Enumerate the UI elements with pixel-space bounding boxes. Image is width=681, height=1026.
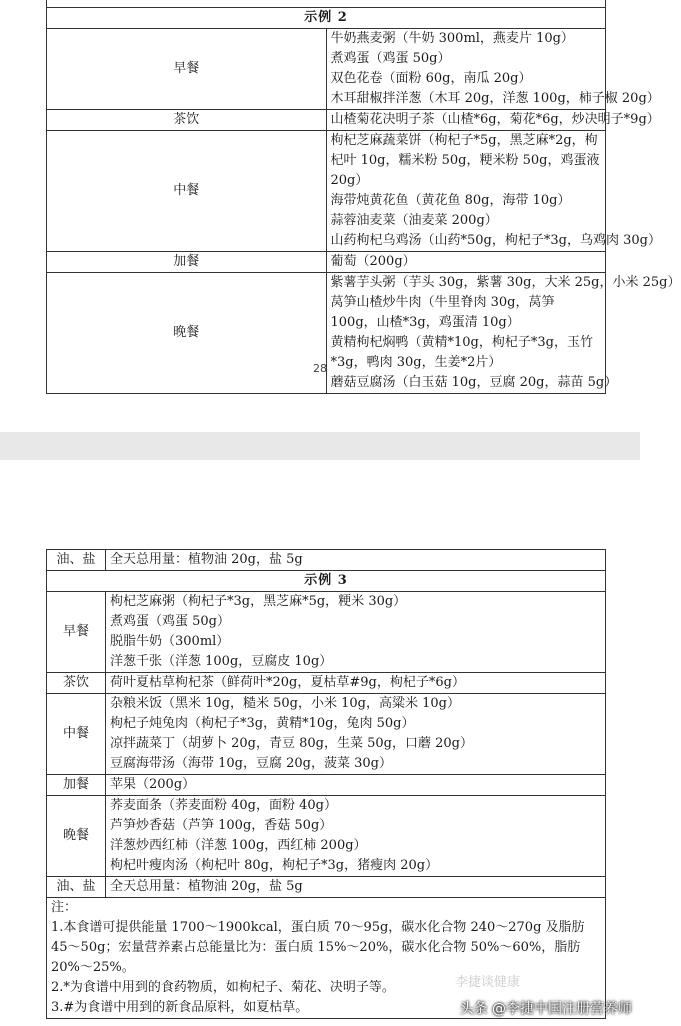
row-label: 茶饮 — [47, 673, 106, 694]
note-line: 注： — [51, 900, 78, 915]
row-label: 加餐 — [47, 775, 106, 796]
row-content — [106, 673, 606, 694]
row-content: 全天总用量：植物油 20g，盐 5g — [106, 550, 606, 571]
dish-item: 苹果（200g） — [110, 777, 196, 792]
dish-item: 双色花卷（面粉 60g，南瓜 20g） — [330, 71, 532, 86]
row-content — [106, 592, 606, 673]
dish-item: 脱脂牛奶（300ml） — [110, 634, 230, 649]
row-content — [326, 131, 661, 252]
dish-item: 山楂菊花决明子茶（山楂*6g，菊花*6g，炒决明子*9g） — [330, 112, 660, 127]
meal-row — [47, 877, 606, 898]
dish-item: 木耳甜椒拌洋葱（木耳 20g，洋葱 100g，柿子椒 20g） — [330, 91, 660, 106]
note-line: 3.#为食谱中用到的新食品原料，如夏枯草。 — [51, 1000, 309, 1015]
dish-item: 枸杞芝麻蔬菜饼（枸杞子*5g，黑芝麻*2g，枸杞叶 10g，糯米粉 50g，粳米粉 50g，鸡蛋液 20g） — [330, 133, 600, 188]
dish-item: 杂粮米饭（黑米 10g，糙米 50g，小米 10g，高粱米 10g） — [110, 696, 460, 711]
faint-watermark: 李捷谈健康 — [454, 975, 520, 990]
note-line: 1.本食谱可提供能量 1700～1900kcal，蛋白质 70～95g，碳水化合物 240～270g 及脂肪 45～50g；宏量营养素占总能量比为：蛋白质 15%～20%，碳水化合物 50%～60%，脂肪 20%～25%。 — [51, 920, 585, 975]
page-bottom — [0, 460, 640, 1026]
row-label: 中餐 — [47, 694, 106, 775]
example-title: 示例 3 — [47, 571, 606, 592]
page-top — [0, 0, 681, 432]
dish-item: 葡萄（200g） — [330, 254, 416, 269]
dish-item: 枸杞芝麻粥（枸杞子*3g，黑芝麻*5g，粳米 30g） — [110, 594, 407, 609]
row-label: 晚餐 — [47, 796, 106, 877]
dish-item: 荞麦面条（荞麦面粉 40g，面粉 40g） — [110, 798, 337, 813]
dish-item: 山药枸杞乌鸡汤（山药*50g，枸杞子*3g，乌鸡肉 30g） — [330, 233, 661, 248]
row-label: 油、盐 — [47, 550, 106, 571]
row-label: 中餐 — [47, 131, 327, 252]
menu-table-example-3 — [46, 549, 606, 1019]
row-content — [106, 775, 606, 796]
meal-row — [47, 694, 606, 775]
dish-item: 莴笋山楂炒牛肉（牛里脊肉 30g，莴笋 100g，山楂*3g，鸡蛋清 10g） — [330, 295, 555, 330]
row-label: 茶饮 — [47, 110, 327, 131]
dish-item: 枸杞叶瘦肉汤（枸杞叶 80g，枸杞子*3g，猪瘦肉 20g） — [110, 858, 439, 873]
dish-item: 牛奶燕麦粥（牛奶 300ml，燕麦片 10g） — [330, 31, 574, 46]
menu-table-example-2 — [46, 7, 681, 394]
dish-item: 煮鸡蛋（鸡蛋 50g） — [110, 614, 230, 629]
dish-item: 蒜蓉油麦菜（油麦菜 200g） — [330, 213, 498, 228]
example-title: 示例 2 — [47, 8, 606, 29]
row-content — [106, 877, 606, 898]
row-label: 早餐 — [47, 29, 327, 110]
dish-item: 海带炖黄花鱼（黄花鱼 80g，海带 10g） — [330, 193, 571, 208]
dish-item: 凉拌蔬菜丁（胡萝卜 20g，青豆 80g，生菜 50g，口蘑 20g） — [110, 736, 473, 751]
dish-item: 全天总用量：植物油 20g，盐 5g — [110, 879, 303, 894]
watermark: 头条 @李捷中国注册营养师 — [459, 1001, 632, 1017]
dish-item: 洋葱千张（洋葱 100g，豆腐皮 10g） — [110, 654, 333, 669]
row-content — [326, 110, 660, 131]
page-number: 28 — [313, 362, 327, 375]
meal-row — [47, 131, 606, 252]
dish-item: 黄精枸杞焖鸭（黄精*10g，枸杞子*3g，玉竹*3g，鸭肉 30g，生姜*2片） — [330, 335, 593, 370]
meal-row — [47, 592, 606, 673]
row-content — [106, 694, 606, 775]
row-label: 晚餐 — [47, 273, 327, 394]
row-label: 早餐 — [47, 592, 106, 673]
row-content — [326, 29, 660, 110]
dish-item: 紫薯芋头粥（芋头 30g，紫薯 30g，大米 25g，小米 25g） — [330, 275, 681, 290]
meal-row — [47, 273, 606, 394]
dish-item: 洋葱炒西红柿（洋葱 100g，西红柿 200g） — [110, 838, 367, 853]
dish-item: 豆腐海带汤（海带 10g，豆腐 20g，菠菜 30g） — [110, 756, 392, 771]
row-content — [106, 796, 606, 877]
row-label: 加餐 — [47, 252, 327, 273]
meal-row — [47, 252, 606, 273]
row-content — [326, 273, 681, 394]
meal-row — [47, 796, 606, 877]
meal-row — [47, 673, 606, 694]
note-line: 2.*为食谱中用到的食药物质，如枸杞子、菊花、决明子等。 — [51, 980, 395, 995]
row-label: 油、盐 — [47, 877, 106, 898]
oil-salt-row — [47, 550, 606, 571]
dish-item: 芦笋炒香菇（芦笋 100g，香菇 50g） — [110, 818, 333, 833]
meal-row — [47, 29, 606, 110]
meal-row — [47, 110, 606, 131]
dish-item: 枸杞子炖兔肉（枸杞子*3g，黄精*10g，兔肉 50g） — [110, 716, 415, 731]
row-content — [326, 252, 606, 273]
dish-item: 煮鸡蛋（鸡蛋 50g） — [330, 51, 451, 66]
dish-item: 荷叶夏枯草枸杞茶（鲜荷叶*20g，夏枯草#9g，枸杞子*6g） — [110, 675, 465, 690]
meal-row — [47, 775, 606, 796]
dish-item: 蘑菇豆腐汤（白玉菇 10g，豆腐 20g，蒜苗 5g） — [330, 375, 618, 390]
page-gap — [0, 432, 640, 460]
